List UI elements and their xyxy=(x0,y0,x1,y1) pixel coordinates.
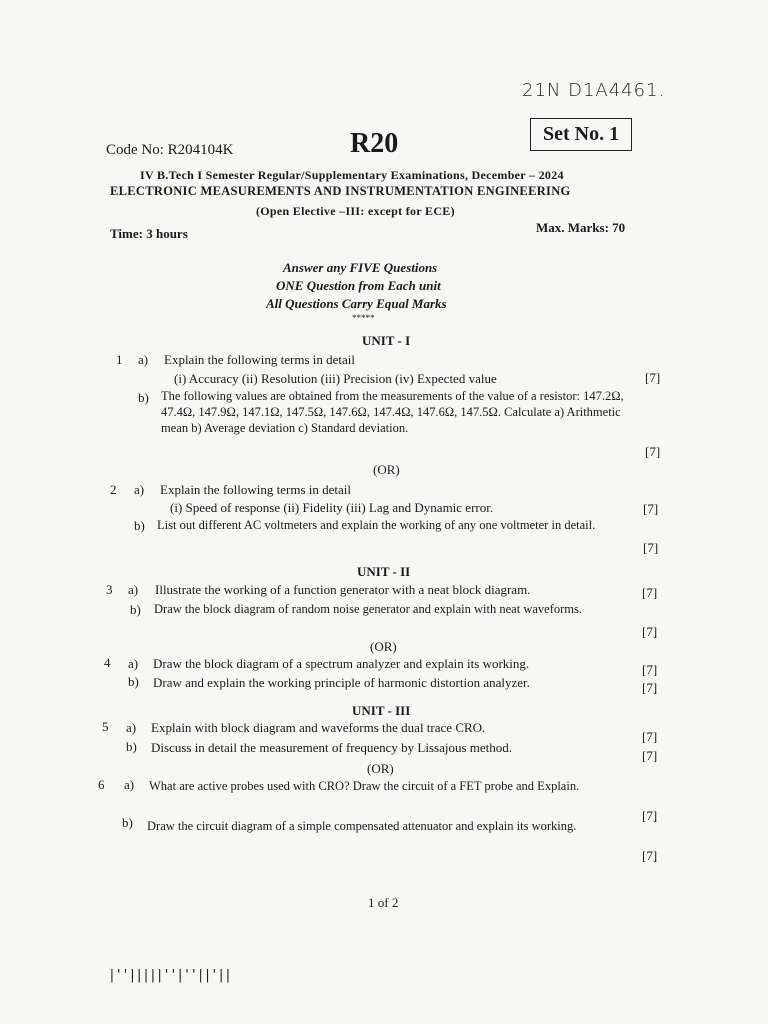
q6b-text: Draw the circuit diagram of a simple compensated attenuator and explain its working. xyxy=(147,819,577,833)
q2b-label: b) xyxy=(134,518,145,533)
q1a-marks: [7] xyxy=(645,370,661,385)
barcode: |''|||||''|''||'|| xyxy=(108,968,231,983)
set-number-box: Set No. 1 xyxy=(530,118,632,151)
regulation-label: R20 xyxy=(350,128,399,159)
q1b-label: b) xyxy=(138,390,149,405)
instruction-stars: ***** xyxy=(352,313,375,323)
q3a-label: a) xyxy=(128,582,139,597)
q5-number: 5 xyxy=(102,719,109,734)
q6b-label: b) xyxy=(122,815,133,830)
q1-number: 1 xyxy=(116,352,123,367)
subject-title: ELECTRONIC MEASUREMENTS AND INSTRUMENTATION ENGINEERING xyxy=(110,184,571,198)
q5b-text: Discuss in detail the measurement of frequency by Lissajous method. xyxy=(151,740,513,755)
elective-note: (Open Elective –III: except for ECE) xyxy=(256,204,455,218)
q5a-label: a) xyxy=(126,720,137,735)
exam-line: IV B.Tech I Semester Regular/Supplementary Examinations, December – 2024 xyxy=(140,168,564,182)
max-marks-label: Max. Marks: 70 xyxy=(536,220,626,235)
q1b-text: The following values are obtained from the measurements of the value of a resistor: 147.2Ω, 47.4Ω, 147.9Ω, 147.1Ω, 147.5Ω, 147.6Ω, 147.4Ω, 147.6Ω, 147.5Ω. Calculate a) Arithmetic mean b) Average deviation c) Standard deviation. xyxy=(161,389,624,435)
q6b-marks: [7] xyxy=(642,848,658,863)
q6a-marks: [7] xyxy=(642,808,658,823)
q6-number: 6 xyxy=(98,777,105,792)
q4a-text: Draw the block diagram of a spectrum analyzer and explain its working. xyxy=(153,656,530,671)
q4b-label: b) xyxy=(128,674,139,689)
q1b-marks: [7] xyxy=(645,444,661,459)
instruction-line-3: All Questions Carry Equal Marks xyxy=(266,296,447,311)
q1a-subitems: (i) Accuracy (ii) Resolution (iii) Precision (iv) Expected value xyxy=(174,371,497,386)
q2a-text: Explain the following terms in detail xyxy=(160,482,351,497)
q3b-label: b) xyxy=(130,602,141,617)
q5b-marks: [7] xyxy=(642,748,658,763)
q1a-label: a) xyxy=(138,352,149,367)
unit-1-heading: UNIT - I xyxy=(362,333,411,348)
q2a-label: a) xyxy=(134,482,145,497)
q2-number: 2 xyxy=(110,482,117,497)
instruction-line-2: ONE Question from Each unit xyxy=(276,278,441,293)
time-label: Time: 3 hours xyxy=(110,226,188,241)
handwritten-roll-number: 21N D1A4461. xyxy=(522,80,666,101)
q2a-subitems: (i) Speed of response (ii) Fidelity (iii) Lag and Dynamic error. xyxy=(170,500,494,515)
q4-number: 4 xyxy=(104,655,111,670)
q4a-label: a) xyxy=(128,656,139,671)
q2b-text: List out different AC voltmeters and explain the working of any one voltmeter in detail. xyxy=(157,518,596,532)
q5a-marks: [7] xyxy=(642,729,658,744)
q4b-marks: [7] xyxy=(642,680,658,695)
q3a-text: Illustrate the working of a function generator with a neat block diagram. xyxy=(155,582,531,597)
or-divider-1: (OR) xyxy=(373,462,400,477)
q5a-text: Explain with block diagram and waveforms the dual trace CRO. xyxy=(151,720,486,735)
q2b-marks: [7] xyxy=(643,540,659,555)
q4a-marks: [7] xyxy=(642,662,658,677)
q3b-text: Draw the block diagram of random noise generator and explain with neat waveforms. xyxy=(154,602,582,616)
page-number: 1 of 2 xyxy=(368,895,399,910)
q2a-marks: [7] xyxy=(643,501,659,516)
unit-2-heading: UNIT - II xyxy=(357,564,411,579)
q6a-text: What are active probes used with CRO? Draw the circuit of a FET probe and Explain. xyxy=(149,779,580,793)
q3a-marks: [7] xyxy=(642,585,658,600)
q4b-text: Draw and explain the working principle of harmonic distortion analyzer. xyxy=(153,675,530,690)
q3b-marks: [7] xyxy=(642,624,658,639)
or-divider-3: (OR) xyxy=(367,761,394,776)
code-number: Code No: R204104K xyxy=(106,142,234,158)
q5b-label: b) xyxy=(126,739,137,754)
q6a-label: a) xyxy=(124,777,135,792)
instruction-line-1: Answer any FIVE Questions xyxy=(283,260,438,275)
or-divider-2: (OR) xyxy=(370,639,397,654)
q3-number: 3 xyxy=(106,582,113,597)
q1a-text: Explain the following terms in detail xyxy=(164,352,355,367)
unit-3-heading: UNIT - III xyxy=(352,703,411,718)
